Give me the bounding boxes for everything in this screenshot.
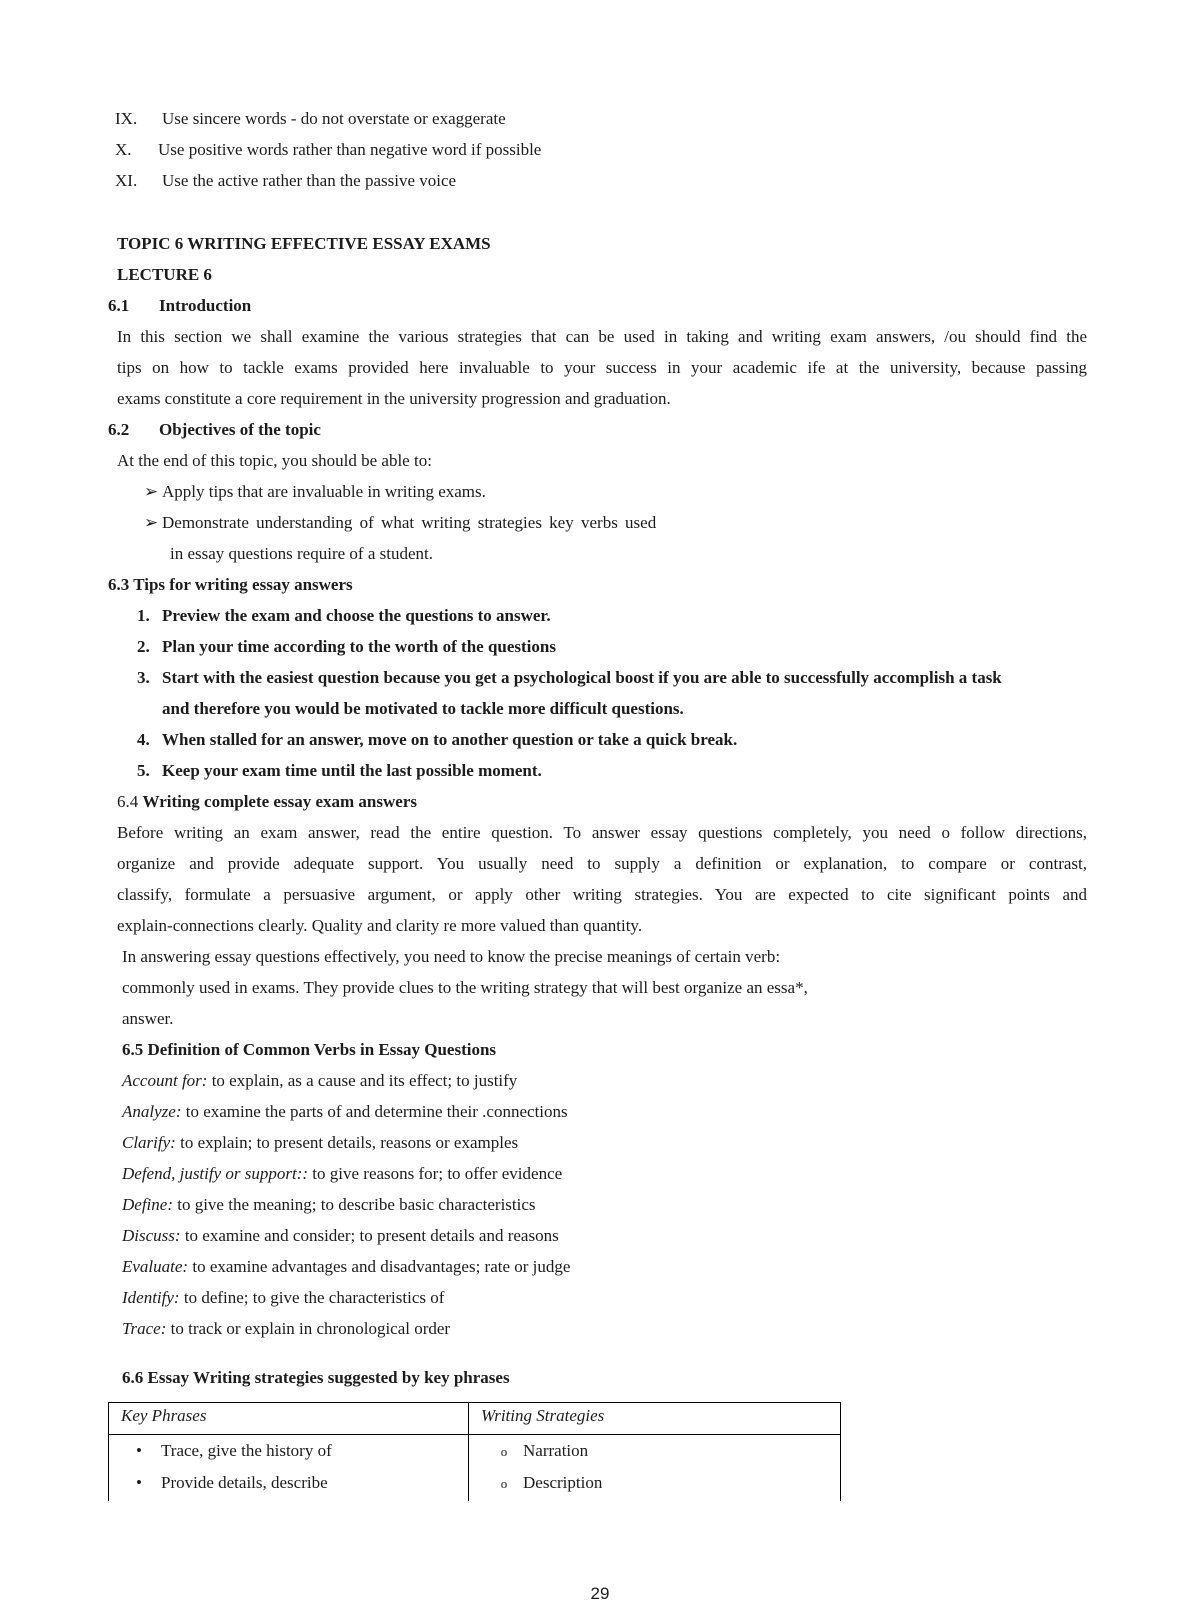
list-item-xi: [115, 170, 456, 192]
section-number: 6.2: [108, 420, 130, 439]
definition-item: [122, 1132, 518, 1154]
bullet-icon: •: [136, 1441, 142, 1460]
tip-item: [137, 760, 542, 782]
definition-term: Clarify:: [122, 1133, 176, 1152]
definition-item: [122, 1318, 450, 1340]
definition-term: Discuss:: [122, 1226, 181, 1245]
strategy-text: Narration: [523, 1441, 589, 1460]
key-phrases-cell: [109, 1435, 469, 1502]
paragraph-line-2: organize and provide adequate support. You usually need to supply a definition or explanation, to compare or contrast,: [117, 854, 1087, 873]
definition-text: to give reasons for; to offer evidence: [308, 1164, 563, 1183]
tip-text: Start with the easiest question because you get a psychological boost if you are able to successfully accomplish a task: [162, 668, 1002, 687]
section-title: Introduction: [159, 296, 252, 315]
list-item-x: [115, 139, 541, 161]
definition-item: [122, 1225, 559, 1247]
intro-line-2: tips on how to tackle exams provided here invaluable to your success in your academic ife at the university, because passing: [117, 358, 1087, 377]
tip-number: 3.: [137, 668, 150, 687]
definition-text: to give the meaning; to describe basic characteristics: [172, 1195, 536, 1214]
definition-text: to examine and consider; to present details and reasons: [180, 1226, 559, 1245]
definition-text: to explain, as a cause and its effect; to justify: [207, 1071, 518, 1090]
tip-text: Plan your time according to the worth of the questions: [162, 637, 556, 656]
section-6-6-heading: 6.6 Essay Writing strategies suggested by key phrases: [122, 1368, 510, 1387]
tip-number: 1.: [137, 606, 150, 625]
bullet-icon: •: [136, 1473, 142, 1492]
definition-text: to examine the parts of and determine their .connections: [181, 1102, 568, 1121]
paragraph2-line-2: commonly used in exams. They provide clues to the writing strategy that will best organize an essa*,: [122, 978, 808, 997]
definition-term: Defend, justify or support::: [122, 1164, 309, 1183]
definition-item: [122, 1256, 570, 1278]
tip-number: 4.: [137, 730, 150, 749]
section-title: Writing complete essay exam answers: [142, 792, 417, 811]
intro-line-3: exams constitute a core requirement in the university progression and graduation.: [117, 389, 671, 408]
list-item: [109, 1467, 468, 1499]
section-6-2-heading: [108, 419, 321, 441]
definition-term: Trace:: [122, 1319, 167, 1338]
strategy-text: Description: [523, 1473, 603, 1492]
section-6-5-heading: 6.5 Definition of Common Verbs in Essay Questions: [122, 1040, 497, 1059]
definition-text: to examine advantages and disadvantages; rate or judge: [188, 1257, 571, 1276]
tip-number: 5.: [137, 761, 150, 780]
arrow-bullet-icon: ➢: [144, 482, 159, 501]
definition-item: [122, 1163, 562, 1185]
key-phrase-text: Provide details, describe: [161, 1473, 328, 1492]
objective-bullet: [144, 481, 486, 503]
definition-text: to define; to give the characteristics of: [179, 1288, 445, 1307]
tip-item: [137, 667, 1002, 689]
paragraph-line-1: Before writing an exam answer, read the entire question. To answer essay questions completely, you need o follow directions,: [117, 823, 1087, 842]
definition-item: [122, 1194, 536, 1216]
paragraph2-line-3: answer.: [122, 1009, 174, 1028]
objective-text: Demonstrate understanding of what writing strategies key verbs used: [162, 513, 657, 532]
objective-bullet: [144, 512, 656, 534]
tip-item: [137, 636, 556, 658]
table-header-row: [109, 1403, 841, 1435]
key-phrases-table: [108, 1402, 841, 1501]
list-item: [469, 1435, 840, 1467]
objective-continuation: in essay questions require of a student.: [170, 544, 433, 563]
section-6-1-heading: [108, 295, 251, 317]
tip-text: and therefore you would be motivated to tackle more difficult questions.: [162, 699, 684, 718]
arrow-bullet-icon: ➢: [144, 513, 159, 532]
tip-text: Preview the exam and choose the questions to answer.: [162, 606, 551, 625]
definition-text: to track or explain in chronological order: [166, 1319, 451, 1338]
section-6-4-heading: [117, 791, 417, 813]
list-item-ix: [115, 108, 506, 130]
definition-text: to explain; to present details, reasons or examples: [175, 1133, 519, 1152]
circle-bullet-icon: o: [500, 1444, 508, 1459]
tip-item: [137, 729, 737, 751]
list-text: Use sincere words - do not overstate or exaggerate: [162, 109, 506, 128]
topic-title: TOPIC 6 WRITING EFFECTIVE ESSAY EXAMS: [117, 234, 491, 253]
definition-term: Account for:: [122, 1071, 208, 1090]
paragraph-line-3: classify, formulate a persuasive argument, or apply other writing strategies. You are expected to cite significant points and: [117, 885, 1087, 904]
list-item: [109, 1435, 468, 1467]
definition-term: Identify:: [122, 1288, 180, 1307]
definition-item: [122, 1101, 568, 1123]
writing-strategies-list: [469, 1435, 840, 1499]
page-number: 29: [590, 1584, 610, 1603]
tip-text: When stalled for an answer, move on to another question or take a quick break.: [162, 730, 738, 749]
tip-item-continuation: [137, 698, 684, 720]
section-title: Objectives of the topic: [159, 420, 321, 439]
paragraph-line-4: explain-connections clearly. Quality and clarity re more valued than quantity.: [117, 916, 643, 935]
key-phrases-list: [109, 1435, 468, 1499]
definition-item: [122, 1070, 517, 1092]
paragraph2-line-1: In answering essay questions effectively, you need to know the precise meanings of certain verb:: [122, 947, 781, 966]
list-numeral: IX.: [115, 109, 138, 128]
list-numeral: XI.: [115, 171, 138, 190]
definition-item: [122, 1287, 444, 1309]
writing-strategies-cell: [469, 1435, 841, 1502]
definition-term: Define:: [122, 1195, 173, 1214]
tip-number: 2.: [137, 637, 150, 656]
tip-item: [137, 605, 551, 627]
objective-text: Apply tips that are invaluable in writing exams.: [162, 482, 486, 501]
intro-line-1: In this section we shall examine the various strategies that can be used in taking and writing exam answers, /ou should find the: [117, 327, 1087, 346]
list-numeral: X.: [115, 140, 132, 159]
section-number: 6.1: [108, 296, 130, 315]
list-text: Use positive words rather than negative word if possible: [158, 140, 542, 159]
definition-term: Evaluate:: [122, 1257, 189, 1276]
key-phrase-text: Trace, give the history of: [161, 1441, 332, 1460]
section-number: 6.4: [117, 792, 139, 811]
table-header-writing-strategies: Writing Strategies: [469, 1403, 841, 1435]
table-header-key-phrases: Key Phrases: [109, 1403, 469, 1435]
tip-text: Keep your exam time until the last possible moment.: [162, 761, 542, 780]
section-6-3-heading: 6.3 Tips for writing essay answers: [108, 575, 353, 594]
lecture-label: LECTURE 6: [117, 265, 212, 284]
list-text: Use the active rather than the passive voice: [162, 171, 457, 190]
objectives-intro: At the end of this topic, you should be able to:: [117, 451, 432, 470]
circle-bullet-icon: o: [500, 1476, 508, 1491]
definition-term: Analyze:: [122, 1102, 182, 1121]
list-item: [469, 1467, 840, 1499]
table-row: [109, 1435, 841, 1502]
